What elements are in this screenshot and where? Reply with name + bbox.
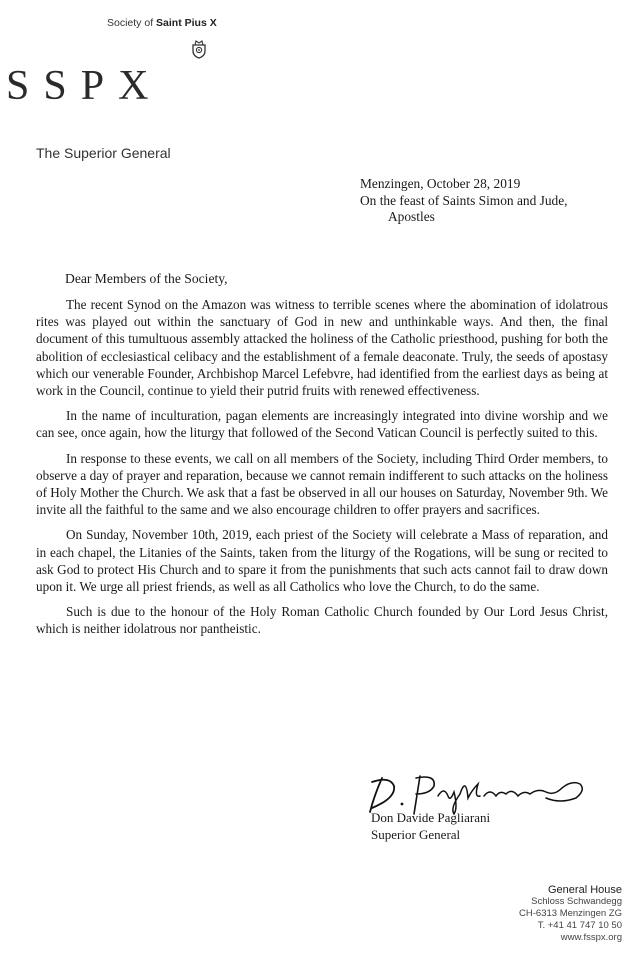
society-name-line bbox=[107, 17, 217, 29]
dateline bbox=[360, 176, 568, 226]
letter-body bbox=[36, 296, 608, 646]
paragraph: Such is due to the honour of the Holy Roman Catholic Church founded by Our Lord Jesus Christ, which is neither idolatrous nor pantheistic. bbox=[36, 604, 608, 637]
signatory bbox=[371, 810, 490, 843]
salutation: Dear Members of the Society, bbox=[65, 271, 228, 286]
society-prefix: Society of bbox=[107, 17, 154, 29]
feast-line: On the feast of Saints Simon and Jude, bbox=[360, 192, 568, 208]
footer-phone: T. +41 41 747 10 50 bbox=[537, 920, 622, 931]
office-title: The Superior General bbox=[36, 145, 171, 161]
footer-address bbox=[519, 884, 622, 944]
handwritten-signature bbox=[350, 768, 590, 816]
paragraph: The recent Synod on the Amazon was witness to terrible scenes where the abomination of idolatrous rites was played out within the sanctuary of God in new and unthinkable ways. And then, the final document of this tumultuous assembly attacked the holiness of the Catholic priesthood, pushing for both the abolition of ecclesiastical celibacy and the establishment of a female deaconate. Truly, the seeds of apostasy which our venerable Founder, Archbishop Marcel Lefebvre, had identified from the earliest days as being at work in the Council, continue to yield their putrid fruits with renewed effectiveness. bbox=[36, 297, 608, 399]
signatory-title: Superior General bbox=[371, 826, 461, 842]
feast-line-2: Apostles bbox=[388, 209, 435, 224]
place-date: Menzingen, October 28, 2019 bbox=[360, 176, 521, 191]
footer-line: CH-6313 Menzingen ZG bbox=[519, 908, 622, 919]
footer-title: General House bbox=[548, 884, 622, 896]
crest-icon bbox=[190, 37, 208, 59]
footer-web: www.fsspx.org bbox=[560, 932, 622, 943]
signatory-name: Don Davide Pagliarani bbox=[371, 810, 491, 825]
paragraph: In response to these events, we call on all members of the Society, including Third Order members, to observe a day of prayer and reparation, because we cannot remain indifferent to such attacks on the holiness of Holy Mother the Church. We ask that a fast be observed in all our houses on Saturday, November 9th. We invite all the faithful to the same and we also encourage children to offer prayers and sacrifices. bbox=[36, 450, 608, 518]
society-name: Saint Pius X bbox=[156, 17, 217, 29]
paragraph: In the name of inculturation, pagan elements are increasingly integrated into divine worship and we can see, once again, how the liturgy that followed of the Second Vatican Council is perfectly suited to this. bbox=[36, 408, 608, 441]
sspx-logo: SSPX bbox=[6, 63, 163, 109]
paragraph: On Sunday, November 10th, 2019, each priest of the Society will celebrate a Mass of reparation, and in each chapel, the Litanies of the Saints, taken from the liturgy of the Rogations, will be sung or recited to ask God to protect His Church and to spare it from the punishments that such acts cannot fail to draw down upon it. We urge all priest friends, as well as all Catholics who love the Church, to do the same. bbox=[36, 527, 608, 595]
footer-line: Schloss Schwandegg bbox=[531, 896, 622, 907]
